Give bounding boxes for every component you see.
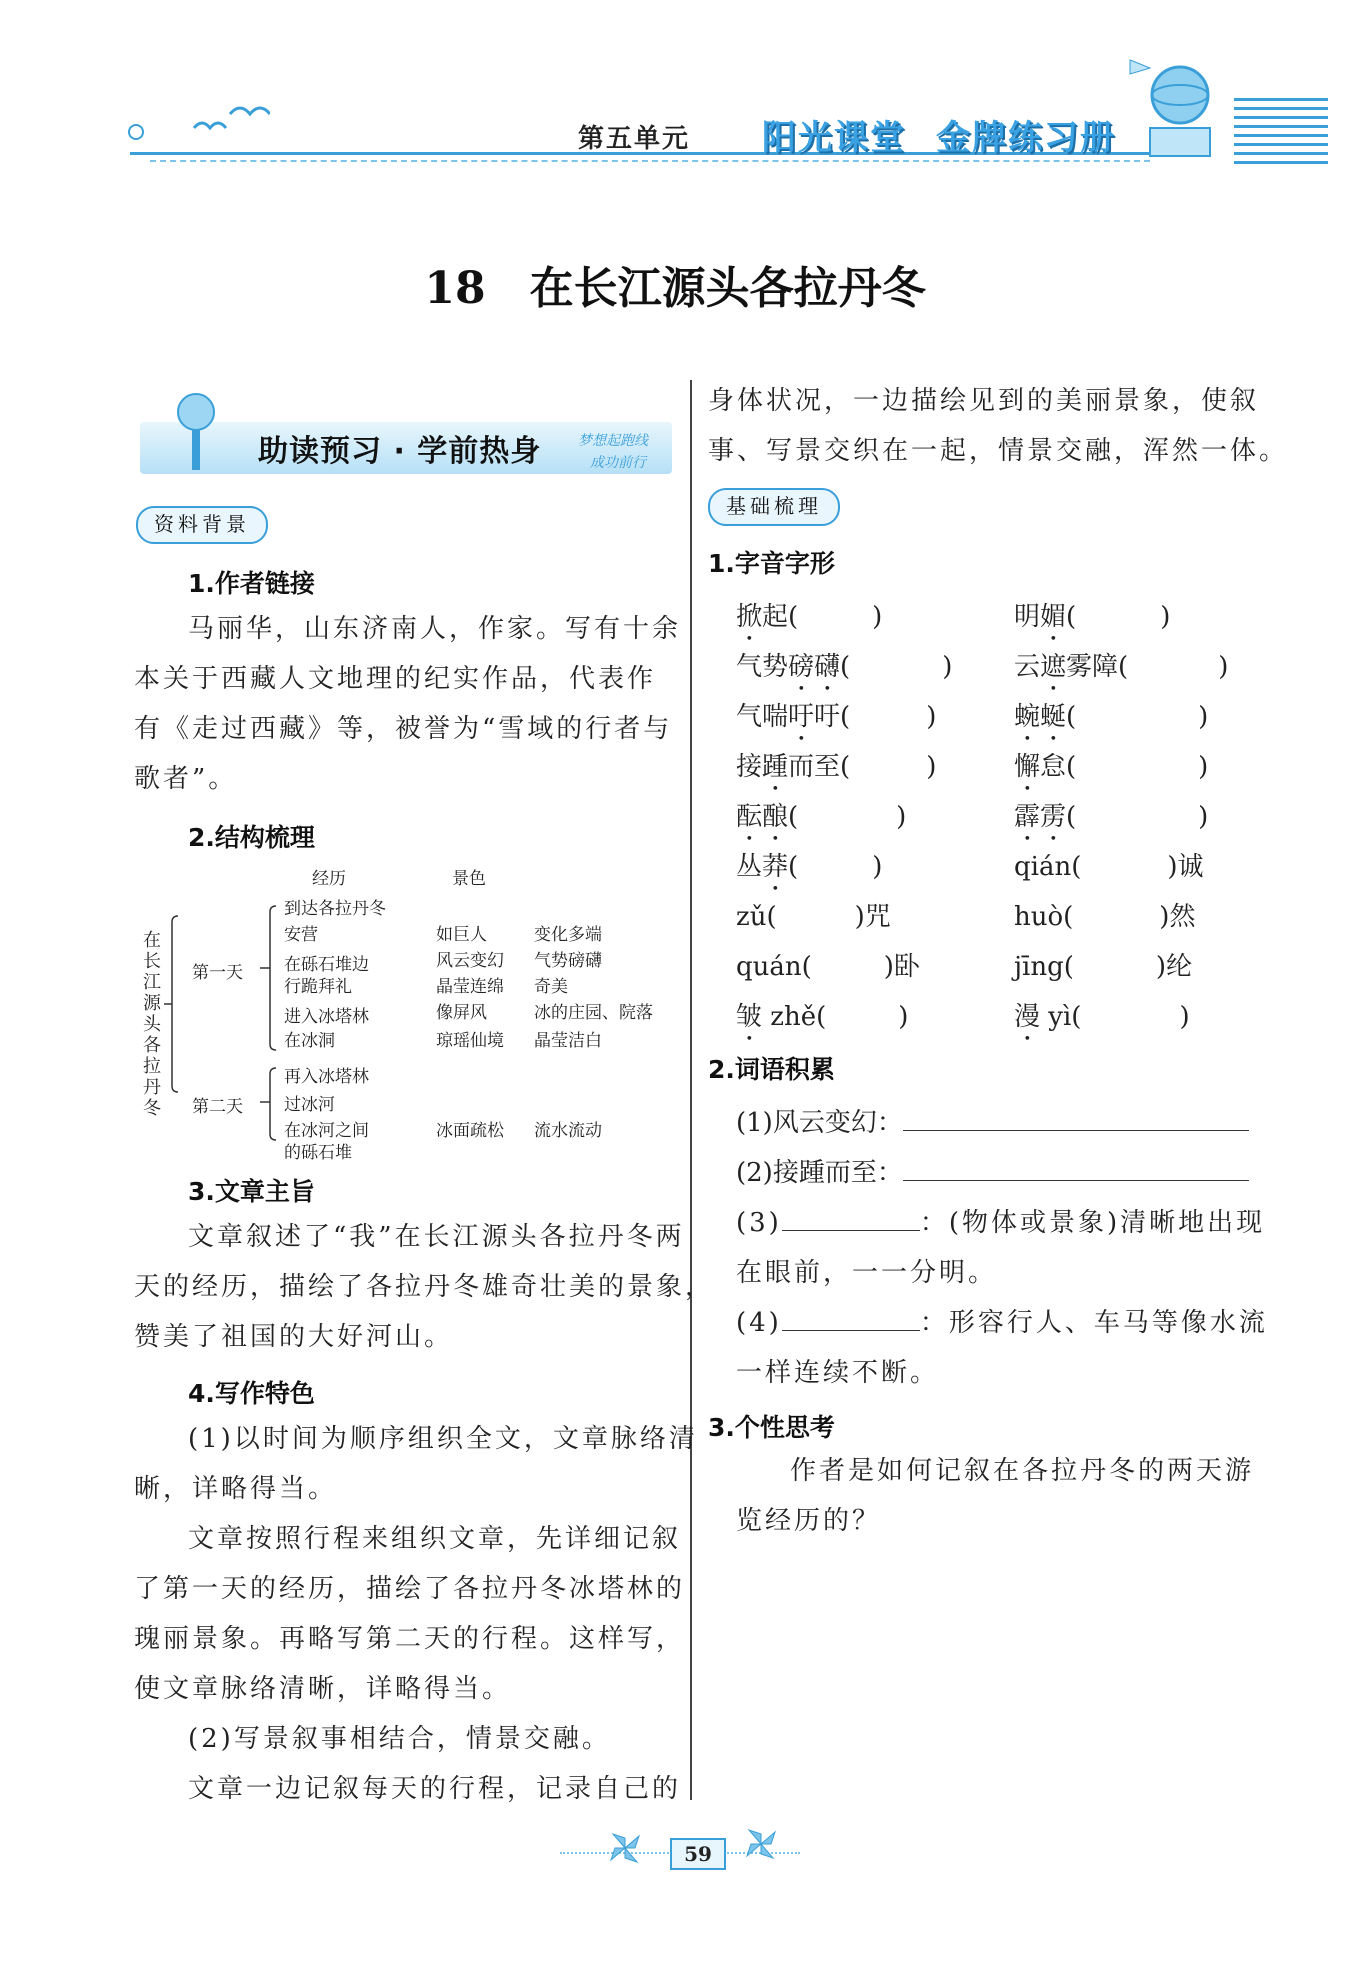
answer-blank[interactable]: [903, 1160, 1249, 1181]
author-line-3: 有《走过西藏》等，被誉为“雪域的行者与: [134, 714, 673, 744]
author-heading: 1.作者链接: [188, 569, 315, 598]
banner-slogan-1: 梦想起跑线: [578, 433, 648, 449]
scenery-b: 冰的庄园、院落: [534, 1003, 653, 1023]
d1-item: 行跪拜礼: [284, 977, 352, 997]
lesson-number: 18: [424, 263, 486, 314]
pinyin-item: huò( )然: [1014, 902, 1196, 932]
continued-line-1: 身体状况，一边描绘见到的美丽景象，使叙: [708, 386, 1260, 416]
pinyin-item: 霹雳( ): [1014, 802, 1209, 832]
col-header-experience: 经历: [312, 869, 346, 889]
pinyin-item: 气喘吁吁( ): [736, 702, 937, 732]
features-line-7: (2)写景叙事相结合，情景交融。: [188, 1724, 611, 1754]
d1-item: 在砾石堆边: [284, 955, 369, 975]
q3-heading: 3.个性思考: [708, 1413, 835, 1442]
features-line-5: 瑰丽景象。再略写第二天的行程。这样写，: [134, 1624, 686, 1654]
day-one-label: 第一天: [192, 963, 243, 983]
tree-icon: [166, 390, 226, 470]
author-line-4: 歌者”。: [134, 764, 238, 794]
q1-heading: 1.字音字形: [708, 549, 835, 578]
features-line-4: 了第一天的经历，描绘了各拉丹冬冰塔林的: [134, 1574, 686, 1604]
d2-item: 再入冰塔林: [284, 1067, 369, 1087]
diagram-root: 在 长 江 源 头 各 拉 丹 冬: [143, 930, 161, 1119]
scenery-a: 晶莹连绵: [436, 977, 504, 997]
d1-item: 安营: [284, 925, 318, 945]
scenery-b: 晶莹洁白: [534, 1031, 602, 1051]
pinwheel-icon: [600, 1826, 650, 1870]
scenery-a: 琼瑶仙境: [436, 1031, 504, 1051]
theme-line-2: 天的经历，描绘了各拉丹冬雄奇壮美的景象，: [134, 1272, 715, 1302]
structure-heading: 2.结构梳理: [188, 823, 315, 852]
scenery-b: 气势磅礴: [534, 951, 602, 971]
pinyin-item: zǔ( )咒: [736, 902, 891, 932]
tag-basics: 基础梳理: [708, 488, 840, 526]
brand-part-1: 阳光课堂: [762, 118, 906, 158]
features-line-8: 文章一边记叙每天的行程，记录自己的: [188, 1774, 682, 1804]
scenery-a: 如巨人: [436, 925, 487, 945]
author-line-1: 马丽华，山东济南人，作家。写有十余: [188, 614, 682, 644]
series-brand: [762, 110, 1146, 159]
theme-line-1: 文章叙述了“我”在长江源头各拉丹冬两: [188, 1222, 685, 1252]
pinyin-item: 接踵而至( ): [736, 752, 937, 782]
d2-scenery-a: 冰面疏松: [436, 1121, 504, 1141]
lesson-name: 在长江源头各拉丹冬: [529, 263, 926, 314]
header-ornament-icon: [128, 124, 144, 140]
tag-background: 资料背景: [136, 506, 268, 544]
d2-item: 在冰河之间: [284, 1121, 369, 1141]
col-header-scenery: 景色: [452, 869, 486, 889]
scenery-b: 变化多端: [534, 925, 602, 945]
features-line-6: 使文章脉络清晰，详略得当。: [134, 1674, 512, 1704]
unit-label: 第五单元: [578, 124, 691, 154]
vocab-item-3-cont: 在眼前，一一分明。: [736, 1258, 998, 1288]
scenery-a: 风云变幻: [436, 951, 504, 971]
brand-part-2: 金牌练习册: [936, 118, 1116, 158]
day-two-label: 第二天: [192, 1097, 243, 1117]
column-divider: [690, 380, 692, 1800]
globe-telescope-icon: [1110, 50, 1230, 160]
pinyin-item: 漫 yì( ): [1014, 1002, 1190, 1032]
pinyin-item: 蜿蜒( ): [1014, 702, 1209, 732]
vocab-item-1: (1)风云变幻：: [736, 1102, 1249, 1139]
theme-line-3: 赞美了祖国的大好河山。: [134, 1322, 454, 1352]
q3-line-2: 览经历的？: [736, 1506, 882, 1536]
pinyin-item: 懈怠( ): [1014, 752, 1209, 782]
pinyin-item: 云遮雾障( ): [1014, 652, 1229, 682]
page-number: 59: [670, 1838, 726, 1870]
features-line-2: 晰，详略得当。: [134, 1474, 338, 1504]
pinyin-item: 明媚( ): [1014, 602, 1171, 632]
banner-slogan-2: 成功前行: [590, 455, 646, 471]
pinyin-item: quán( )卧: [736, 952, 920, 982]
pinyin-item: 丛莽( ): [736, 852, 883, 882]
d2-item: 过冰河: [284, 1095, 335, 1115]
pinyin-item: 掀起( ): [736, 602, 883, 632]
vocab-item-4: (4) ：形容行人、车马等像水流: [736, 1308, 1268, 1338]
pinwheel-icon: [736, 1822, 786, 1866]
d2-scenery-b: 流水流动: [534, 1121, 602, 1141]
scenery-a: 像屏风: [436, 1003, 487, 1023]
scenery-b: 奇美: [534, 977, 568, 997]
lesson-title: [0, 252, 1350, 316]
q2-heading: 2.词语积累: [708, 1055, 835, 1084]
pinyin-item: 皱 zhě( ): [736, 1002, 909, 1032]
section-banner-title: 助读预习 · 学前热身: [258, 434, 542, 469]
answer-blank[interactable]: [903, 1110, 1249, 1131]
pinyin-item: 酝酿( ): [736, 802, 907, 832]
features-line-1: (1)以时间为顺序组织全文，文章脉络清: [188, 1424, 698, 1454]
q3-line-1: 作者是如何记叙在各拉丹冬的两天游: [790, 1456, 1255, 1486]
vocab-item-3: (3) ：(物体或景象)清晰地出现: [736, 1208, 1266, 1238]
d2-item: 的砾石堆: [284, 1143, 352, 1163]
d1-item: 在冰洞: [284, 1031, 335, 1051]
pinyin-item: qián( )诚: [1014, 852, 1204, 882]
vocab-item-4-cont: 一样连续不断。: [736, 1358, 940, 1388]
features-heading: 4.写作特色: [188, 1379, 315, 1408]
features-line-3: 文章按照行程来组织文章，先详细记叙: [188, 1524, 682, 1554]
pinyin-item: jīng( )纶: [1014, 952, 1193, 982]
answer-blank[interactable]: [782, 1210, 920, 1231]
header-stripes: [1234, 98, 1328, 164]
answer-blank[interactable]: [782, 1310, 920, 1331]
header-dashed-rule: [150, 160, 1150, 162]
author-line-2: 本关于西藏人文地理的纪实作品，代表作: [134, 664, 657, 694]
d1-item: 进入冰塔林: [284, 1007, 369, 1027]
birds-icon: [190, 100, 270, 140]
structure-diagram: [140, 864, 680, 1164]
continued-line-2: 事、写景交织在一起，情景交融，浑然一体。: [708, 436, 1289, 466]
d1-item: 到达各拉丹冬: [284, 899, 386, 919]
pinyin-item: 气势磅礴( ): [736, 652, 953, 682]
vocab-item-2: (2)接踵而至：: [736, 1152, 1249, 1189]
theme-heading: 3.文章主旨: [188, 1177, 315, 1206]
